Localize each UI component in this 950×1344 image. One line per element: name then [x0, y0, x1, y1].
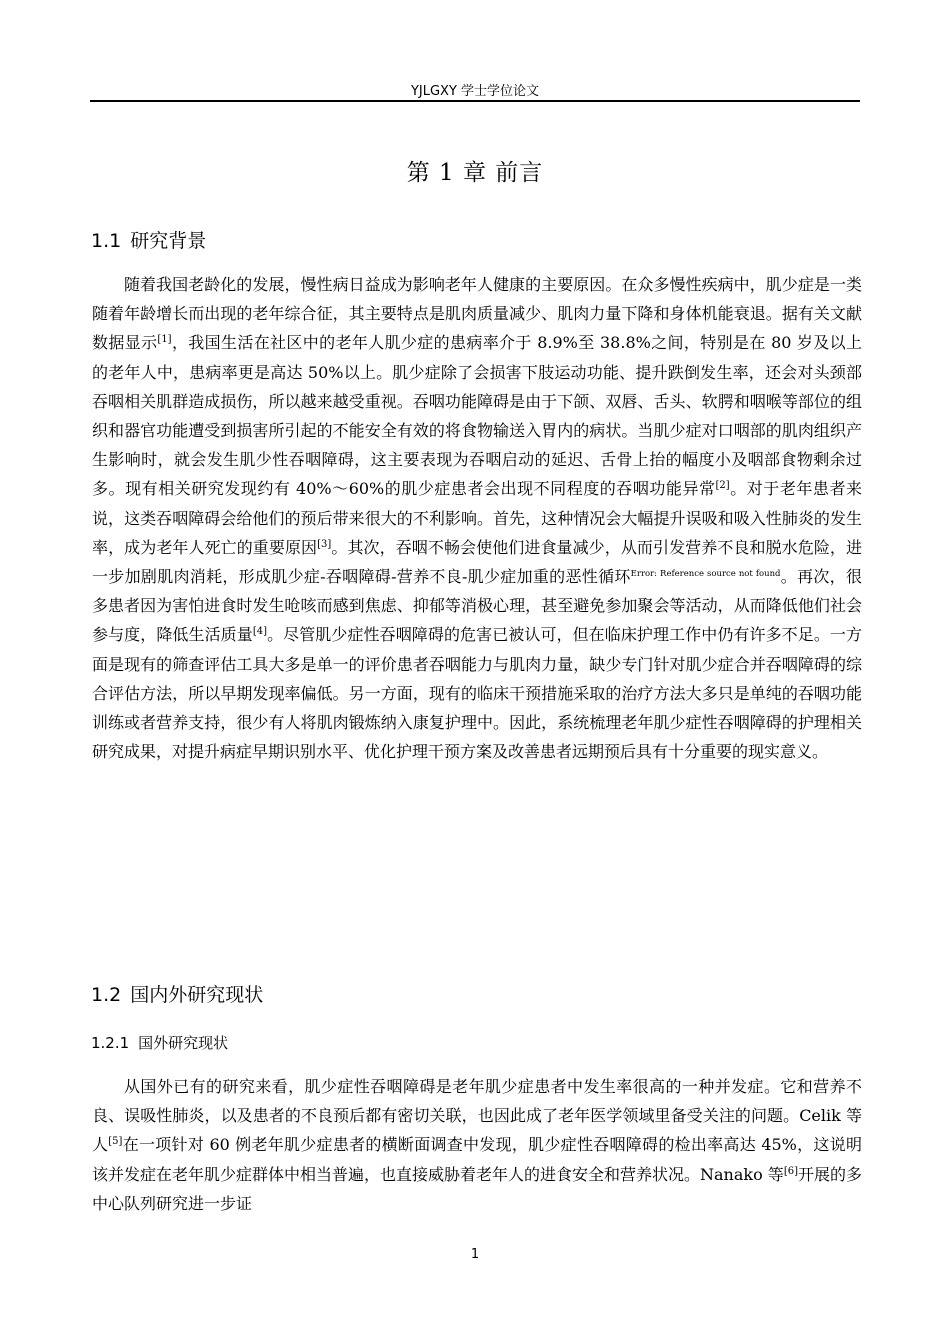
section-heading-1-2: [91, 980, 263, 1007]
subsection-number: 1.2.1: [91, 1034, 130, 1052]
section-number: 1.2: [91, 984, 122, 1006]
body-paragraph-foreign-research: [92, 1072, 862, 1218]
paragraph-text: 随着我国老龄化的发展，慢性病日益成为影响老年人健康的主要原因。在众多慢性疾病中，肌少症是一类随着年龄增长而出现的老年综合征，其主要特点是肌肉质量减少、肌肉力量下降和身体机能衰退。据有关文献数据显示: [92, 275, 862, 353]
citation-ref: [3]: [317, 538, 332, 550]
section-title: 研究背景: [130, 230, 207, 252]
paragraph-text: 。再次，很多患者因为害怕进食时发生呛咳而感到焦虑、抑郁等消极心理，甚至避免参加聚会等活动，从而降低他们社会参与度，降低生活质量: [92, 567, 862, 645]
paragraph-text: 在一项针对 60 例老年肌少症患者的横断面调查中发现，肌少症性吞咽障碍的检出率高达 45%，这说明该并发症在老年肌少症群体中相当普遍，也直接威胁着老年人的进食安全和营养状况。Nanako 等: [92, 1135, 862, 1184]
paragraph-text: 开展的多中心队列研究进一步证: [92, 1164, 862, 1213]
citation-ref: [4]: [252, 626, 267, 638]
section-heading-1-1: [91, 226, 206, 253]
subsection-heading-1-2-1: [91, 1032, 228, 1053]
paragraph-text: ，我国生活在社区中的老年人肌少症的患病率介于 8.9%至 38.8%之间，特别是在 80 岁及以上的老年人中，患病率更是高达 50%以上。肌少症除了会损害下肢运动功能、提升跌倒发生率，还会对头颈部吞咽相关肌群造成损伤，所以越来越受重视。吞咽功能障碍是由于下颌、双唇、舌头、软腭和咽喉等部位的组织和器官功能遭受到损害所引起的不能安全有效的将食物输送入胃内的病状。当肌少症对口咽部的肌肉组织产生影响时，就会发生肌少性吞咽障碍，这主要表现为吞咽启动的延迟、舌骨上抬的幅度小及咽部食物剩余过多。现有相关研究发现约有 40%～60%的肌少症患者会出现不同程度的吞咽功能异常: [92, 333, 862, 499]
section-title: 国内外研究现状: [130, 984, 264, 1006]
header-rule: [90, 100, 860, 102]
citation-ref: [6]: [783, 1165, 798, 1177]
citation-ref: [5]: [108, 1136, 123, 1148]
paragraph-text: 从国外已有的研究来看，肌少症性吞咽障碍是老年肌少症患者中发生率很高的一种并发症。它和营养不良、误吸性肺炎，以及患者的不良预后都有密切关联，也因此成了老年医学领域里备受关注的问题。Celik 等人: [92, 1077, 862, 1155]
subsection-title: 国外研究现状: [138, 1034, 229, 1052]
page-number: 1: [470, 1247, 480, 1262]
paragraph-text: 。对于老年患者来说，这类吞咽障碍会给他们的预后带来很大的不利影响。首先，这种情况会大幅提升误吸和吸入性肺炎的发生率，成为老年人死亡的重要原因: [92, 479, 862, 557]
section-number: 1.1: [91, 230, 122, 252]
body-paragraph-background: [92, 270, 862, 766]
chapter-title: 第 1 章 前言: [406, 160, 544, 186]
citation-ref: [1]: [157, 334, 172, 346]
paragraph-text: 。尽管肌少症性吞咽障碍的危害已被认可，但在临床护理工作中仍有许多不足。一方面是现有的筛查评估工具大多是单一的评价患者吞咽能力与肌肉力量，缺少专门针对肌少症合并吞咽障碍的综合评估方法，所以早期发现率偏低。另一方面，现有的临床干预措施采取的治疗方法大多只是单纯的吞咽功能训练或者营养支持，很少有人将肌肉锻炼纳入康复护理中。因此，系统梳理老年肌少症性吞咽障碍的护理相关研究成果，对提升病症早期识别水平、优化护理干预方案及改善患者远期预后具有十分重要的现实意义。: [92, 625, 862, 762]
citation-ref: [2]: [715, 480, 730, 492]
reference-error-text: Error: Reference source not found: [630, 569, 781, 580]
paragraph-text: 。其次，吞咽不畅会使他们进食量减少，从而引发营养不良和脱水危险，进一步加剧肌肉消耗，形成肌少症-吞咽障碍-营养不良-肌少症加重的恶性循环: [92, 537, 862, 587]
page-header: YJLGXY 学士学位论文: [410, 84, 540, 99]
